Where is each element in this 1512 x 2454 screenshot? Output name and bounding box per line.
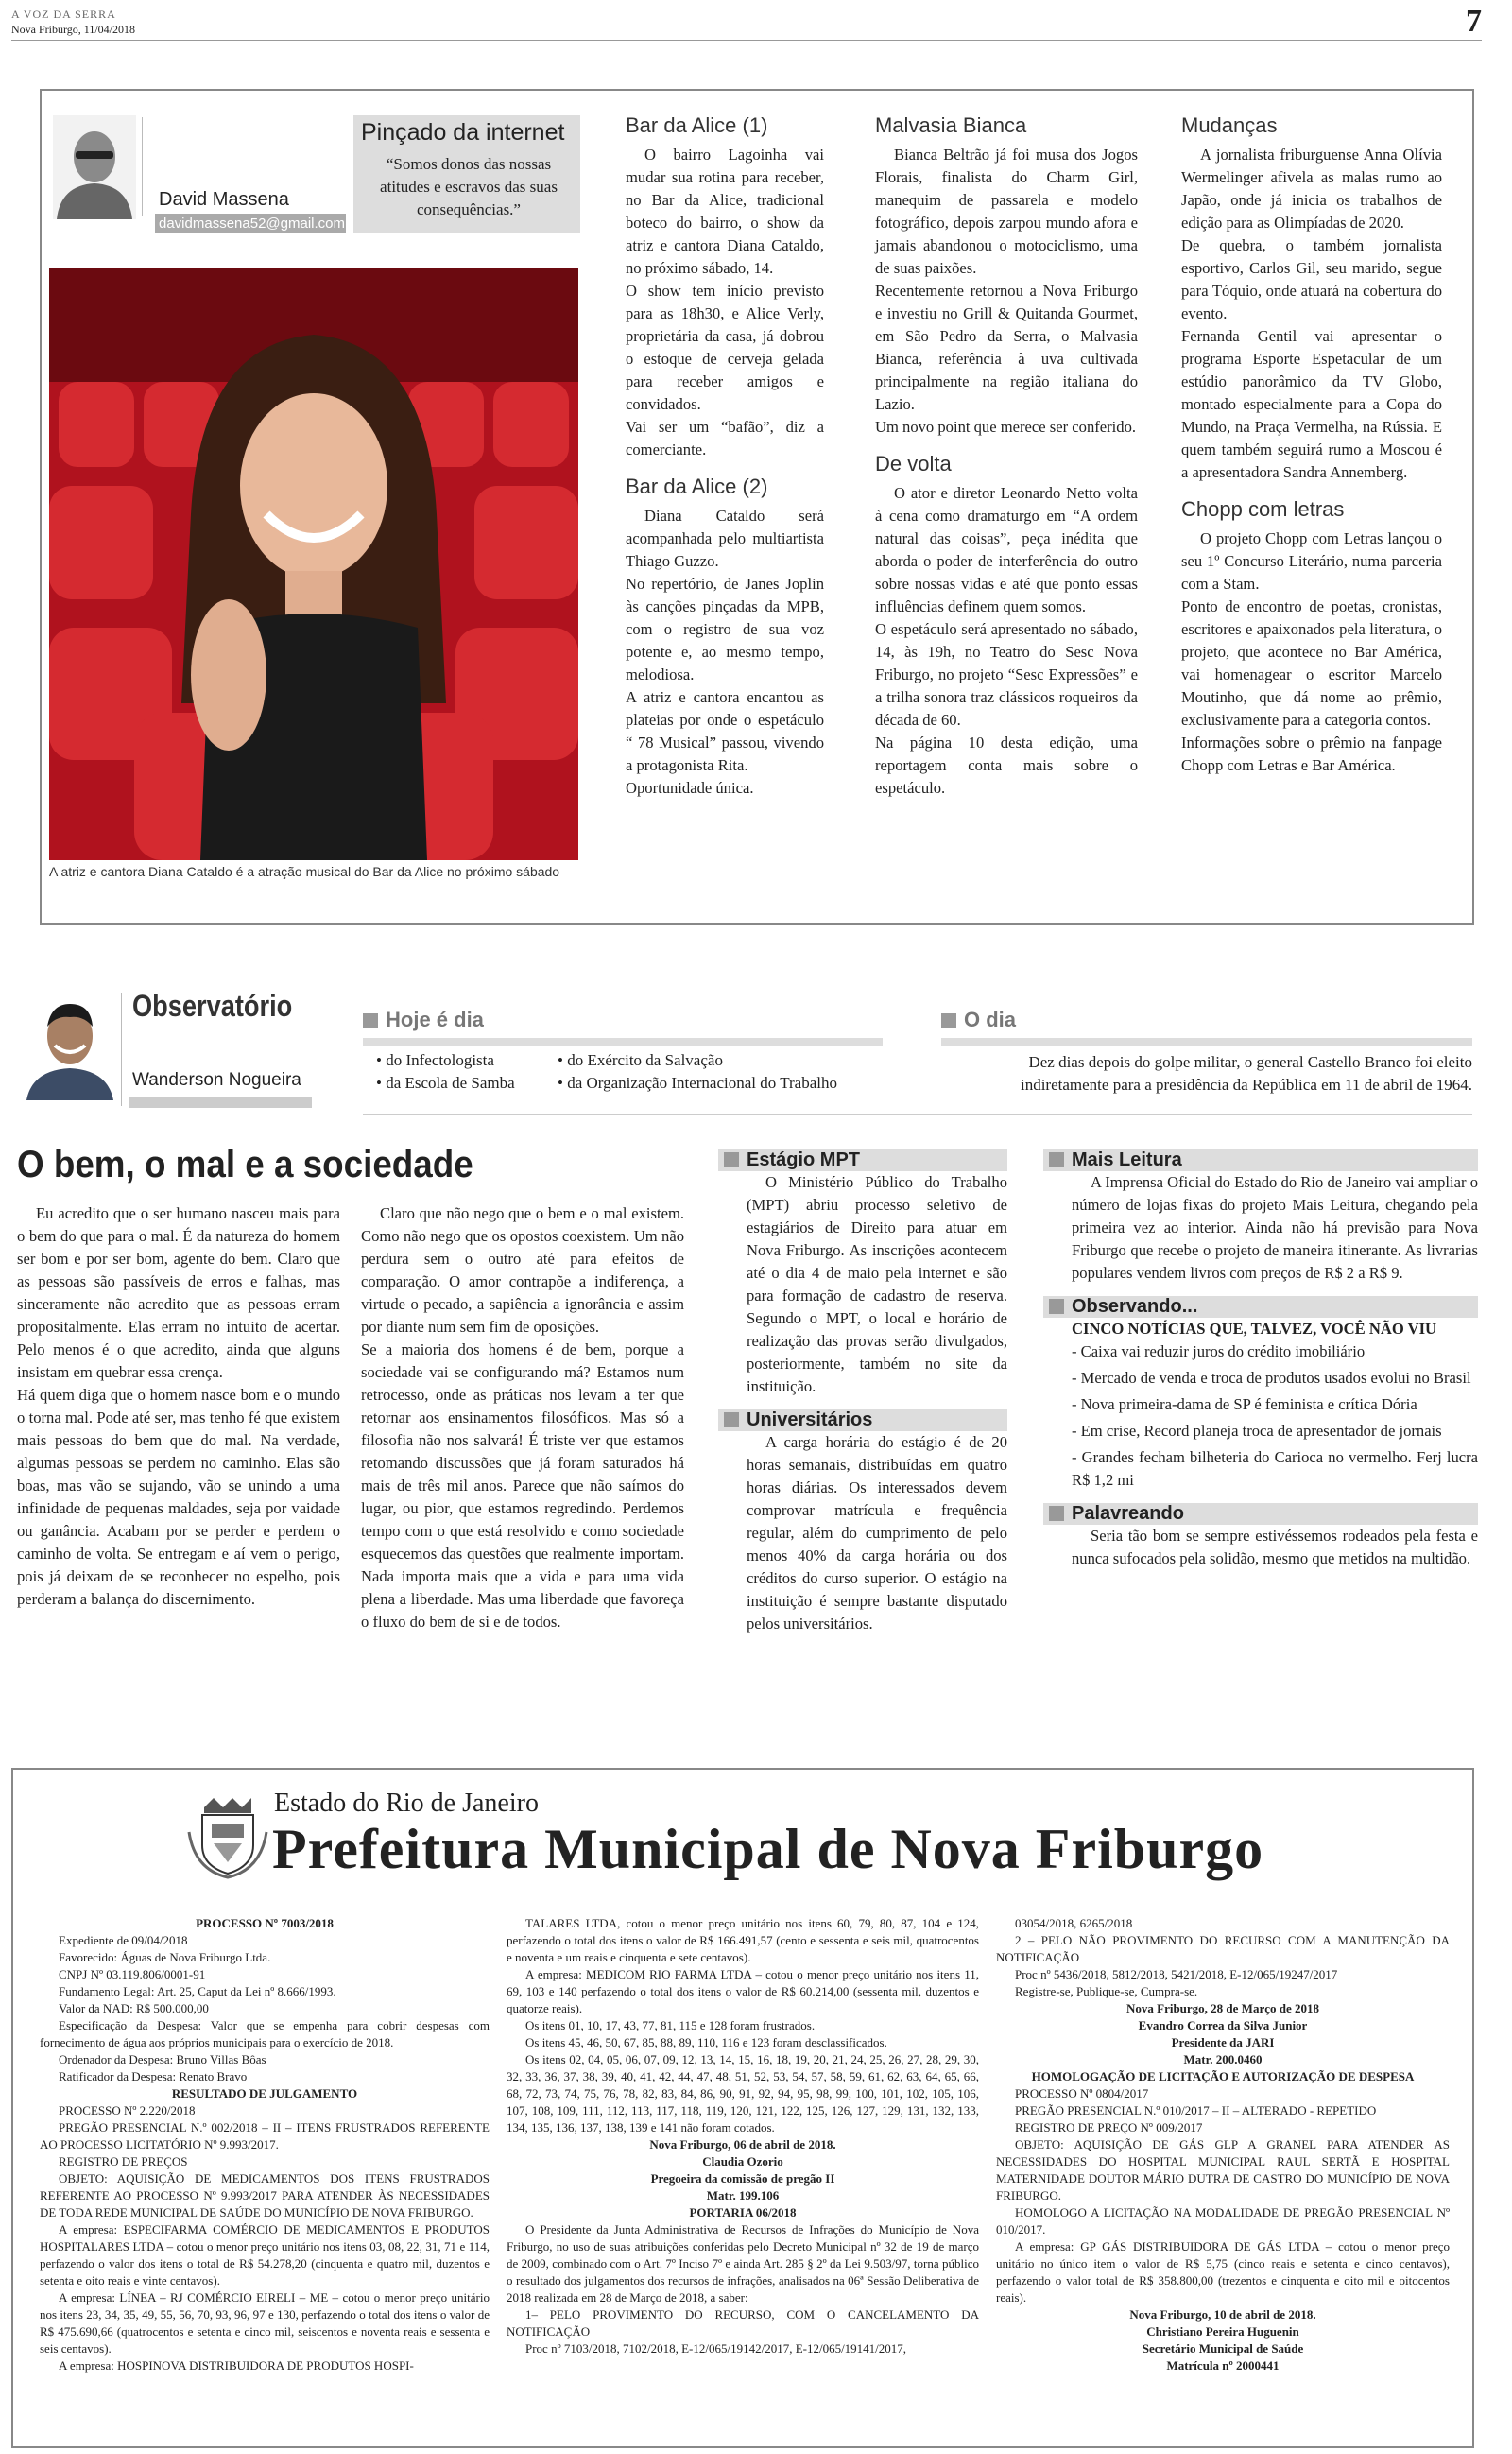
legal-paragraph: CNPJ Nº 03.119.806/0001-91 [59,1967,206,1981]
chopp-text: Ponto de encontro de poetas, cronistas, escritores e apaixonados pela literatura, o projeto, que acontece no Bar América, vai homenagear o escritor Marcelo Moutinho, que dá nome ao prêmio, exclusivamente para a categoria contos. [1181,597,1442,729]
palavreando-title [1043,1503,1478,1525]
prefeitura-title: Prefeitura Municipal de Nova Friburgo [272,1818,1264,1880]
col-bar-alice [626,113,824,800]
author-email: davidmassena52@gmail.com [155,214,346,233]
col-estagio [718,1149,1007,1635]
legal-paragraph: Valor da NAD: R$ 500.000,00 [59,2001,209,2015]
legal-paragraph: Matr. 200.0460 [1183,2052,1263,2066]
chopp-text: O projeto Chopp com Letras lançou o seu 1º Concurso Literário, numa parceria com a Stam. [1181,529,1442,593]
square-bullet [1049,1152,1064,1167]
article-paragraph: Claro que não nego que o bem e o mal existem. Como não nego que os opostos coexistem. Um não perdura sem o outro até para efeitos de comparação. O amor contrapõe a indiferença, a virtude o pecado, a sapiência a ignorância e assim por diante num sem fim de oposições. [361,1204,684,1336]
observando-item: - Grandes fecham bilheteria do Carioca no vermelho. Ferj lucra R$ 1,2 mi [1072,1448,1478,1489]
header-rule [11,40,1482,41]
observando-subtitle: CINCO NOTÍCIAS QUE, TALVEZ, VOCÊ NÃO VIU [1072,1320,1437,1338]
estagio-text: O Ministério Público do Trabalho (MPT) abriu processo seletivo de estagiários de Direito para atuar em Nova Friburgo. As inscrições acontecem até o dia 4 de maio pela internet e são para formação de cadastro de reserva. Segundo o MPT, o local e horário de realização das provas serão divulgados, posteriormente, também no site da instituição. [747,1173,1007,1395]
observando-title [1043,1296,1478,1318]
observando-item: - Mercado de venda e troca de produtos usados evolui no Brasil [1072,1369,1471,1387]
legal-paragraph: Os itens 01, 10, 17, 43, 77, 81, 115 e 128 foram frustrados. [525,2018,816,2032]
universitarios-title-text: Universitários [747,1409,873,1430]
legal-paragraph: PREGÃO PRESENCIAL N.º 002/2018 – II – ITENS FRUSTRADOS REFERENTE AO PROCESSO LICITATÓRIO Nº 9.993/2017. [40,2120,490,2152]
hoje-item: • da Escola de Samba [376,1074,515,1092]
estagio-title-text: Estágio MPT [747,1149,861,1170]
legal-paragraph: PROCESSO Nº 0804/2017 [1015,2086,1149,2100]
legal-paragraph: Christiano Pereira Huguenin [1146,2324,1299,2339]
article-col-1 [17,1202,340,1611]
square-bullet [724,1412,739,1427]
legal-paragraph: Nova Friburgo, 06 de abril de 2018. [649,2137,836,2152]
devolta-text: O espetáculo será apresentado no sábado, 14, às 19h, no Teatro do Sesc Nova Friburgo, no projeto “Sesc Expressões” e a trilha sonora traz clássicos roqueiros da década de 60. [875,620,1138,729]
photo-diana-cataldo [49,268,578,860]
pincado-quote: “Somos donos das nossas atitudes e escravos das suas consequências.” [380,155,558,218]
legal-paragraph: Nova Friburgo, 10 de abril de 2018. [1129,2307,1316,2322]
bar-alice-1-text: Vai ser um “bafão”, diz a comerciante. [626,418,824,458]
bar-alice-1-title: Bar da Alice (1) [626,113,768,137]
devolta-text: O ator e diretor Leonardo Netto volta à cena como dramaturgo em “A ordem natural das coisas”, peça inédita que aborda o poder de interferência do outro sobre nossas vidas e até que ponto essas influências definem quem somos. [875,484,1138,615]
legal-paragraph: TALARES LTDA, cotou o menor preço unitário nos itens 60, 79, 80, 87, 104 e 124, perfazendo o total dos itens o valor de R$ 166.491,57 (cento e sessenta e seis mil, quatrocentos e noventa e um reais e cinquenta e sete centavos). [507,1916,979,1964]
prefeitura-state: Estado do Rio de Janeiro [274,1789,539,1818]
hoje-item-text: da Escola de Samba [386,1074,515,1092]
square-bullet [724,1152,739,1167]
malvasia-title: Malvasia Bianca [875,113,1027,137]
legal-paragraph: OBJETO: AQUISIÇÃO DE GÁS GLP A GRANEL PARA ATENDER AS NECESSIDADES DO HOSPITAL MUNICIPAL RAUL SERTÃ E HOSPITAL MATERNIDADE DOUTOR MÁRIO DUTRA DE CASTRO DO MUNICÍPIO DE NOVA FRIBURGO. [996,2137,1450,2203]
legal-paragraph: Matr. 199.106 [706,2188,780,2203]
observatorio-title: Observatório [132,989,293,1023]
malvasia-text: Bianca Beltrão já foi musa dos Jogos Florais, finalista do Charm Girl, manequim de passarela e modelo fotográfico, depois zarpou mundo afora e jamais abandonou o motociclismo, uma de suas paixões. [875,146,1138,277]
legal-paragraph: PORTARIA 06/2018 [689,2205,797,2220]
bar-alice-2-text: Oportunidade única. [626,779,754,797]
legal-paragraph: Proc nº 7103/2018, 7102/2018, E-12/065/19142/2017, E-12/065/19141/2017, [525,2342,907,2356]
universitarios-text: A carga horária do estágio é de 20 horas semanais, distribuídas em quatro horas diárias. Os interessados devem comprovar matrícula e frequência regular, além do cumprimento de pelo menos 40% da carga horária ou dos créditos do curso superior. O estágio na instituição é sempre bastante disputado pelos universitários. [747,1433,1007,1633]
malvasia-text: Recentemente retornou a Nova Friburgo e investiu no Grill & Quitanda Gourmet, em São Pedro da Serra, o Malvasia Bianca, referência à uva cultivada principalmente na região italiana do Lazio. [875,282,1138,413]
bar-alice-1-text: O show tem início previsto para as 18h30, e Alice Verly, proprietária da casa, já dobrou o estoque de cerveja gelada para receber amigos e convidados. [626,282,824,413]
hoje-item: • do Infectologista [376,1051,494,1069]
author-rule [142,117,143,216]
article-col-2 [361,1202,684,1633]
chopp-title: Chopp com letras [1181,497,1345,521]
hoje-item-text: da Organização Internacional do Trabalho [567,1074,837,1092]
legal-paragraph: Proc nº 5436/2018, 5812/2018, 5421/2018, E-12/065/19247/2017 [1015,1967,1338,1981]
universitarios-title [718,1409,1007,1431]
mudancas-title: Mudanças [1181,113,1278,137]
square-bullet [1049,1506,1064,1521]
legal-paragraph: Favorecido: Águas de Nova Friburgo Ltda. [59,1950,271,1964]
legal-paragraph: HOMOLOGAÇÃO DE LICITAÇÃO E AUTORIZAÇÃO DE DESPESA [1031,2069,1415,2083]
legal-col-3 [996,1915,1450,2375]
bar-alice-1-text: O bairro Lagoinha vai mudar sua rotina para receber, no Bar da Alice, tradicional boteco do bairro, o show da atriz e cantora Diana Cataldo, no próximo sábado, 14. [626,146,824,277]
article-paragraph: Há quem diga que o homem nasce bom e o mundo o torna mal. Pode até ser, mas tenho fé que existem mais pessoas do bem que do mal. Na verdade, algumas pessoas se perdem no caminho. Elas são boas, mas vão se sujando, vão se unindo a uma infinidade de pequenas maldades, seja por vaidade ou ganância. Acabam por se perder e perdem o caminho de volta. Se entregam e aí vem o perigo, pois já deixam de se reconhecer no espelho, pois perderam a balança do discernimento. [17,1386,340,1608]
observando-item: - Caixa vai reduzir juros do crédito imobiliário [1072,1342,1366,1360]
observando-item: - Em crise, Record planeja troca de apresentador de jornais [1072,1422,1442,1440]
legal-paragraph: A empresa: LÍNEA – RJ COMÉRCIO EIRELI – ME – cotou o menor preço unitário nos itens 23, 34, 35, 49, 55, 56, 70, 93, 96, 97 e 130, perfazendo o total dos itens o valor de R$ 475.690,66 (quatrocentos e setenta e cinco mil, seiscentos e noventa reais e sessenta e seis centavos). [40,2290,490,2356]
chopp-text: Informações sobre o prêmio na fanpage Chopp com Letras e Bar América. [1181,734,1442,774]
page-number: 7 [1466,4,1482,39]
legal-paragraph: 2 – PELO NÃO PROVIMENTO DO RECURSO COM A MANUTENÇÃO DA NOTIFICAÇÃO [996,1933,1450,1964]
hoje-item: • da Organização Internacional do Trabalho [558,1074,837,1092]
legal-paragraph: Especificação da Despesa: Valor que se empenha para cobrir despesas com fornecimento de água aos próprios municipais para o exercício de 2018. [40,2018,490,2049]
legal-paragraph: PROCESSO Nº 2.220/2018 [59,2103,196,2117]
obs-section-rule [363,1114,1472,1115]
malvasia-text: Um novo point que merece ser conferido. [875,418,1137,436]
legal-paragraph: A empresa: GP GÁS DISTRIBUIDORA DE GÁS LTDA – cotou o menor preço unitário no único item o valor de R$ 5,75 (cinco reais e setenta e cinco centavos), perfazendo o valor total de R$ 358.800,00 (trezentos e cinquenta e oito mil e oitocentos reais). [996,2239,1450,2305]
legal-paragraph: A empresa: ESPECIFARMA COMÉRCIO DE MEDICAMENTOS E PRODUTOS HOSPITALARES LTDA – cotou o menor preço unitário nos itens 03, 08, 22, 31, 71 e 114, perfazendo o valor dos itens o total de R$ 54.278,20 (cinquenta e quatro mil, duzentos e setenta e oito reais e vinte centavos). [40,2222,490,2288]
legal-paragraph: PROCESSO Nº 7003/2018 [196,1916,334,1930]
legal-paragraph: Expediente de 09/04/2018 [59,1933,188,1947]
paper-name: A VOZ DA SERRA [11,8,116,21]
author-photo-wanderson [23,989,117,1100]
hoje-title-text: Hoje é dia [386,1008,484,1031]
article-paragraph: Se a maioria dos homens é de bem, porque a sociedade vai se configurando má? Estamos num retrocesso, onde as práticas nos levam a ter que retornar aos ensinamentos filosóficos. Mas só a filosofia não nos salvará! É triste ver que estamos retomando discussões que já foram saturados há mais de três mil anos. Parece que não saímos do lugar, ou pior, que estamos regredindo. Perdemos tempo com o que está resolvido e como sociedade esquecemos das questões que realmente importam. Nada importa mais que a vida e para uma vida plena a liberdade. Mas uma liberdade que favoreça o fluxo do bem de si e de todos. [361,1340,684,1631]
mudancas-text: De quebra, o também jornalista esportivo, Carlos Gil, seu marido, segue para Tóquio, onde atuará na cobertura do evento. [1181,236,1442,322]
legal-paragraph: Registre-se, Publique-se, Cumpra-se. [1015,1984,1198,1998]
author-photo-david [53,115,136,219]
leitura-title-text: Mais Leitura [1072,1149,1182,1170]
legal-paragraph: 03054/2018, 6265/2018 [1015,1916,1133,1930]
odia-title-text: O dia [964,1008,1017,1031]
legal-paragraph: Ordenador da Despesa: Bruno Villas Bôas [59,2052,266,2066]
pincado-title: Pinçado da internet [361,119,565,146]
legal-col-2 [507,1915,979,2358]
legal-paragraph: Evandro Correa da Silva Junior [1138,2018,1308,2032]
legal-paragraph: REGISTRO DE PREÇOS [59,2154,188,2169]
square-bullet [941,1013,956,1028]
palavreando-text: Seria tão bom se sempre estivéssemos rodeados pela festa e nunca sufocados pela solidão, mesmo que metidos na multidão. [1072,1527,1478,1567]
article-paragraph: Eu acredito que o ser humano nasceu mais para o bem do que para o mal. É da natureza do homem ser bom e por ser bom, agente do bem. Claro que as pessoas são passíveis de erros e falhas, mas sinceramente não acredito que as pessoas erram propositalmente. Elas erram no intuito de acertar. Pelo menos é o que acredito, ainda que alguns insistam em quebrar essa crença. [17,1204,340,1381]
legal-paragraph: A empresa: HOSPINOVA DISTRIBUIDORA DE PRODUTOS HOSPI- [59,2359,414,2373]
legal-paragraph: O Presidente da Junta Administrativa de Recursos de Infrações do Município de Nova Friburgo, no uso de suas atribuições conferidas pelo Decreto Municipal nº 32 de 19 de março de 2009, combinado com o Art. 7º Inciso 7º e ainda Art. 285 § 2º da Lei 9.503/97, torna público o resultado dos julgamentos dos recursos de infrações, analisados na 06ª Sessão Deliberativa de 2018 realizada em 28 de Março de 2018, a saber: [507,2222,979,2305]
odia-title [941,1008,1016,1032]
article-title: O bem, o mal e a sociedade [17,1144,473,1185]
square-bullet [1049,1299,1064,1314]
palavreando-title-text: Palavreando [1072,1503,1184,1524]
legal-paragraph: RESULTADO DE JULGAMENTO [171,2086,358,2100]
odia-rule [941,1038,1472,1046]
odia-text: Dez dias depois do golpe militar, o general Castello Branco foi eleito indiretamente para a presidência da República em 11 de abril de 1964. [1020,1053,1472,1094]
bar-alice-2-text: A atriz e cantora encantou as plateias por onde o espetáculo “ 78 Musical” passou, vivendo a protagonista Rita. [626,688,824,774]
photo-caption: A atriz e cantora Diana Cataldo é a atração musical do Bar da Alice no próximo sábado [49,864,560,879]
bar-alice-2-title: Bar da Alice (2) [626,475,768,498]
devolta-text: Na página 10 desta edição, uma reportagem conta mais sobre o espetáculo. [875,734,1138,797]
leitura-text: A Imprensa Oficial do Estado do Rio de Janeiro vai ampliar o número de lojas fixas do projeto Mais Leitura, chegando pela primeira vez ao interior. Ainda não há previsão para Nova Friburgo que recebe o projeto de maneira itinerante. As livrarias populares vendem livros com preços de R$ 2 a R$ 9. [1072,1173,1478,1282]
legal-paragraph: REGISTRO DE PREÇO Nº 009/2017 [1015,2120,1203,2134]
legal-paragraph: A empresa: MEDICOM RIO FARMA LTDA – cotou o menor preço unitário nos itens 11, 69, 103 e 140 perfazendo o total dos itens o valor de R$ 60.214,00 (sessenta mil, duzentos e quatorze reais). [507,1967,979,2015]
legal-paragraph: 1– PELO PROVIMENTO DO RECURSO, COM O CANCELAMENTO DA NOTIFICAÇÃO [507,2307,979,2339]
bar-alice-2-text: No repertório, de Janes Joplin às canções pinçadas da MPB, com o registro de sua voz potente e, ao mesmo tempo, melodiosa. [626,575,824,683]
legal-paragraph: Os itens 45, 46, 50, 67, 85, 88, 89, 110, 116 e 123 foram desclassificados. [525,2035,887,2049]
hoje-item-text: do Exército da Salvação [567,1051,723,1069]
dateline: Nova Friburgo, 11/04/2018 [11,23,135,36]
hoje-item: • do Exército da Salvação [558,1051,723,1069]
obs-author-rule [121,993,122,1106]
legal-paragraph: Fundamento Legal: Art. 25, Caput da Lei nº 8.666/1993. [59,1984,336,1998]
legal-paragraph: Secretário Municipal de Saúde [1142,2342,1304,2356]
legal-paragraph: Ratificador da Despesa: Renato Bravo [59,2069,248,2083]
legal-paragraph: Matrícula nº 2000441 [1166,2359,1280,2373]
observando-item: - Nova primeira-dama de SP é feminista e crítica Dória [1072,1395,1418,1413]
observatorio-author: Wanderson Nogueira [132,1070,301,1090]
legal-paragraph: Nova Friburgo, 28 de Março de 2018 [1125,2001,1319,2015]
mudancas-text: Fernanda Gentil vai apresentar o programa Esporte Espetacular de um estúdio panorâmico da TV Globo, montado especialmente para a Copa do Mundo, na Praça Vermelha, na Rússia. E quem também seguirá rumo a Moscou é a apresentadora Sandra Annemberg. [1181,327,1442,481]
observando-title-text: Observando... [1072,1296,1198,1317]
col-mudancas [1181,113,1442,777]
coat-of-arms-icon [185,1794,270,1879]
hoje-item-text: do Infectologista [386,1051,494,1069]
legal-paragraph: OBJETO: AQUISIÇÃO DE MEDICAMENTOS DOS ITENS FRUSTRADOS REFERENTE AO PROCESSO Nº 9.993/2017 PARA ATENDER ÀS NECESSIDADES DE TODA REDE MUNICIPAL DE SAÚDE DO MUNICÍPIO DE NOVA FRIBURGO. [40,2171,490,2220]
author-name: David Massena [159,189,289,210]
estagio-title [718,1149,1007,1171]
legal-paragraph: HOMOLOGO A LICITAÇÃO NA MODALIDADE DE PREGÃO PRESENCIAL Nº 010/2017. [996,2205,1450,2237]
legal-paragraph: Os itens 02, 04, 05, 06, 07, 09, 12, 13, 14, 15, 16, 18, 19, 20, 21, 24, 25, 26, 27, 28, 29, 30, 32, 33, 36, 37, 38, 39, 40, 41, 42, 44, 47, 48, 51, 52, 53, 54, 57, 58, 59, 61, 62, 63, 64, 65, 66, 68, 72, 73, 74, 75, 76, 78, 82, 83, 84, 86, 90, 91, 92, 94, 95, 98, 99, 100, 101, 102, 105, 106, 107, 108, 109, 111, 112, 113, 117, 118, 119, 120, 121, 122, 125, 126, 127, 129, 131, 132, 133, 134, 135, 136, 137, 138, 139 e 141 não foram cotados. [507,2052,979,2134]
bar-alice-2-text: Diana Cataldo será acompanhada pelo multiartista Thiago Guzzo. [626,507,824,570]
obs-author-underline [129,1097,312,1108]
mudancas-text: A jornalista friburguense Anna Olívia Wermelinger afivela as malas rumo ao Japão, onde já inicia os trabalhos de edição para as Olimpíadas de 2020. [1181,146,1442,232]
legal-paragraph: PREGÃO PRESENCIAL N.º 010/2017 – II – ALTERADO - REPETIDO [1015,2103,1377,2117]
devolta-title: De volta [875,452,952,475]
col-malvasia [875,113,1138,800]
hoje-rule [363,1038,883,1046]
legal-paragraph: Claudia Ozorio [702,2154,783,2169]
hoje-title [363,1008,484,1032]
legal-paragraph: Presidente da JARI [1171,2035,1275,2049]
square-bullet [363,1013,378,1028]
legal-col-1 [40,1915,490,2375]
legal-paragraph: Pregoeira da comissão de pregão II [650,2171,835,2186]
col-leitura [1043,1149,1478,1570]
leitura-title [1043,1149,1478,1171]
